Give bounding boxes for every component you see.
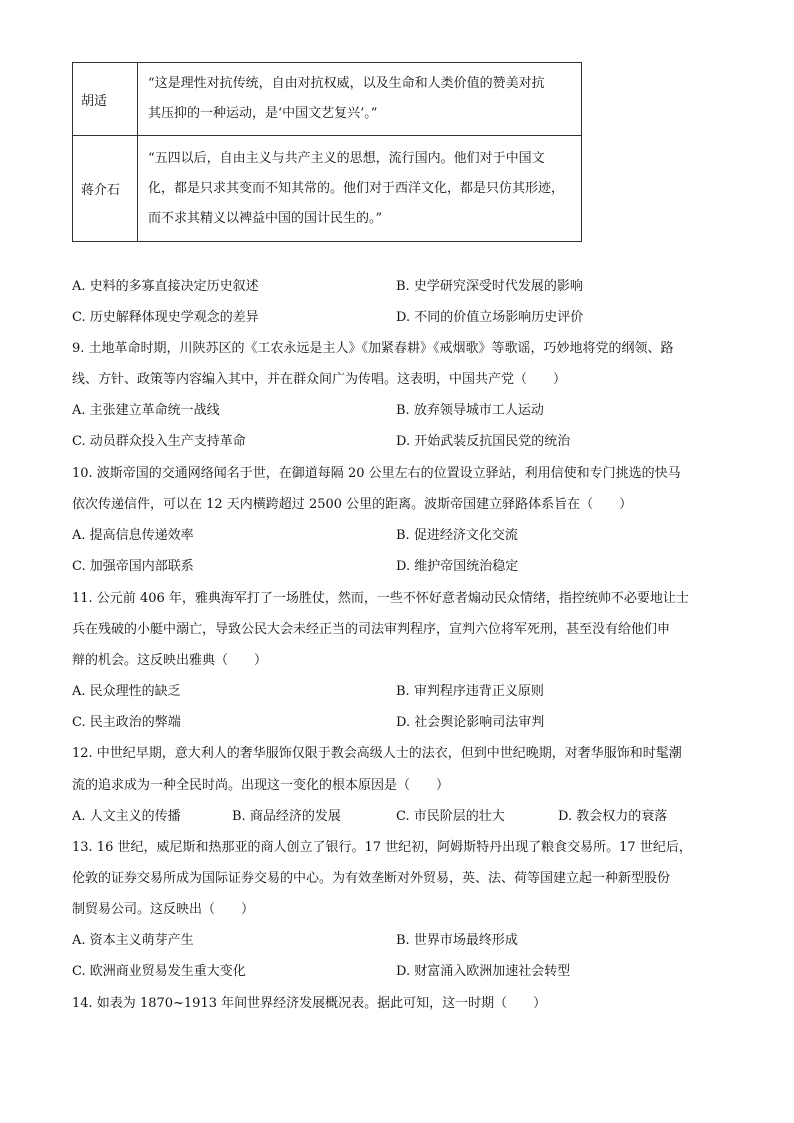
q13-stem-line: 制贸易公司。这反映出（ ） xyxy=(72,902,255,917)
quote-line: “这是理性对抗传统，自由对抗权威，以及生命和人类价值的赞美对抗 xyxy=(148,76,545,91)
person-name-cell: 蒋介石 xyxy=(73,136,138,242)
quote-cell xyxy=(138,63,582,136)
q13-option-b[interactable]: B. 世界市场最终形成 xyxy=(396,933,518,948)
q8-option-c[interactable]: C. 历史解释体现史学观念的差异 xyxy=(72,310,259,325)
q11-stem-line: 辩的机会。这反映出雅典（ ） xyxy=(72,653,268,668)
q8-option-b[interactable]: B. 史学研究深受时代发展的影响 xyxy=(396,279,583,294)
q11-stem-line: 11. 公元前 406 年，雅典海军打了一场胜仗，然而，一些不怀好意者煽动民众情绪，指控统帅不必要地让士 xyxy=(72,591,689,606)
q9-option-c[interactable]: C. 动员群众投入生产支持革命 xyxy=(72,434,246,449)
quote-line: 化，都是只求其变而不知其常的。他们对于西洋文化，都是只仿其形迹， xyxy=(148,180,565,196)
q12-option-d[interactable]: D. 教会权力的衰落 xyxy=(558,809,668,824)
q11-option-b[interactable]: B. 审判程序违背正义原则 xyxy=(396,684,544,699)
q13-option-c[interactable]: C. 欧洲商业贸易发生重大变化 xyxy=(72,964,246,979)
q9-option-b[interactable]: B. 放弃领导城市工人运动 xyxy=(396,403,544,418)
table-row xyxy=(73,63,582,136)
q13-option-d[interactable]: D. 财富涌入欧洲加速社会转型 xyxy=(396,964,571,979)
q9-stem-line: 线、方针、政策等内容编入其中，并在群众间广为传唱。这表明，中国共产党（ ） xyxy=(72,372,567,387)
q12-stem-line: 12. 中世纪早期，意大利人的奢华服饰仅限于教会高级人士的法衣，但到中世纪晚期，对奢华服饰和时髦潮 xyxy=(72,746,682,761)
quote-line: “五四以后，自由主义与共产主义的思想，流行国内。他们对于中国文 xyxy=(148,150,545,166)
q10-option-b[interactable]: B. 促进经济文化交流 xyxy=(396,528,518,543)
q12-option-a[interactable]: A. 人文主义的传播 xyxy=(72,809,181,824)
q13-stem-line: 13. 16 世纪，威尼斯和热那亚的商人创立了银行。17 世纪初，阿姆斯特丹出现了粮食交易所。17 世纪后， xyxy=(72,840,692,855)
q10-option-d[interactable]: D. 维护帝国统治稳定 xyxy=(396,559,519,574)
q11-option-c[interactable]: C. 民主政治的弊端 xyxy=(72,715,181,730)
q10-option-c[interactable]: C. 加强帝国内部联系 xyxy=(72,559,194,574)
quote-cell xyxy=(138,136,582,242)
q9-option-a[interactable]: A. 主张建立革命统一战线 xyxy=(72,403,220,418)
q14-stem-line: 14. 如表为 1870~1913 年间世界经济发展概况表。据此可知，这一时期（ ） xyxy=(72,996,547,1011)
q9-stem-line: 9. 土地革命时期，川陕苏区的《工农永远是主人》《加紧春耕》《戒烟歌》等歌谣，巧妙地将党的纲领、路 xyxy=(72,341,674,356)
quote-line: 而不求其精义以裨益中国的国计民生的。” xyxy=(148,210,383,226)
q10-stem-line: 10. 波斯帝国的交通网络闻名于世，在御道每隔 20 公里左右的位置设立驿站，利用信使和专门挑选的快马 xyxy=(72,466,681,481)
source-quote-table xyxy=(72,62,582,242)
q10-option-a[interactable]: A. 提高信息传递效率 xyxy=(72,528,194,543)
quote-line: 其压抑的一种运动，是‘中国文艺复兴’。” xyxy=(148,106,378,121)
q9-option-d[interactable]: D. 开始武装反抗国民党的统治 xyxy=(396,434,571,449)
q10-stem-line: 依次传递信件，可以在 12 天内横跨超过 2500 公里的距离。波斯帝国建立驿路体系旨在（ ） xyxy=(72,497,633,512)
person-name-cell: 胡适 xyxy=(73,63,138,136)
table-row xyxy=(73,136,582,242)
q13-option-a[interactable]: A. 资本主义萌芽产生 xyxy=(72,933,194,948)
q8-option-d[interactable]: D. 不同的价值立场影响历史评价 xyxy=(396,310,584,325)
q11-option-a[interactable]: A. 民众理性的缺乏 xyxy=(72,684,181,699)
q12-stem-line: 流的追求成为一种全民时尚。出现这一变化的根本原因是（ ） xyxy=(72,778,450,793)
q12-option-b[interactable]: B. 商品经济的发展 xyxy=(232,809,341,824)
q11-option-d[interactable]: D. 社会舆论影响司法审判 xyxy=(396,715,545,730)
q13-stem-line: 伦敦的证券交易所成为国际证券交易的中心。为有效垄断对外贸易，英、法、荷等国建立起一种新型股份 xyxy=(72,871,671,886)
q12-option-c[interactable]: C. 市民阶层的壮大 xyxy=(396,809,505,824)
q11-stem-line: 兵在残破的小艇中溺亡，导致公民大会未经正当的司法审判程序，宣判六位将军死刑，甚至没有给他们申 xyxy=(72,622,671,637)
q8-option-a[interactable]: A. 史料的多寡直接决定历史叙述 xyxy=(72,279,259,294)
